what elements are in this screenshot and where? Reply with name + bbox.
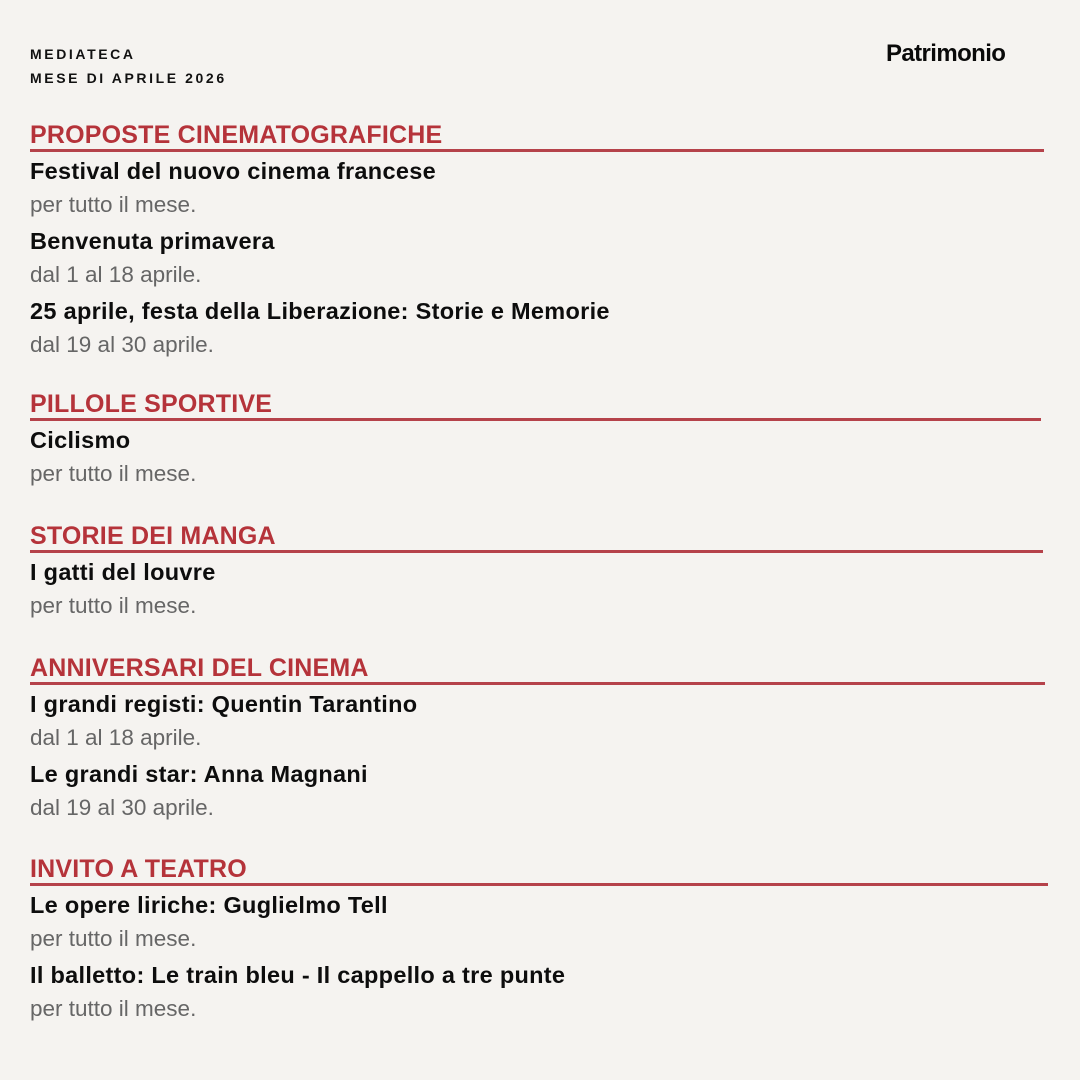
item-date: per tutto il mese. [30,593,197,618]
section-title: INVITO A TEATRO [30,855,1048,886]
item-date: per tutto il mese. [30,461,197,486]
section-storie-dei-manga [30,522,1043,623]
item-title: Le opere liriche: Guglielmo Tell [30,892,388,918]
item-date: dal 19 al 30 aprile. [30,332,214,357]
item-title: I gatti del louvre [30,559,216,585]
item-date: per tutto il mese. [30,192,197,217]
section-invito-a-teatro [30,855,1048,1026]
section-proposte-cinematografiche [30,121,1044,362]
item-date: dal 1 al 18 aprile. [30,725,202,750]
item-title: Le grandi star: Anna Magnani [30,761,368,787]
section-title: PILLOLE SPORTIVE [30,390,1041,421]
item-title: Benvenuta primavera [30,228,275,254]
item-title: I grandi registi: Quentin Tarantino [30,691,418,717]
item-date: dal 19 al 30 aprile. [30,795,214,820]
header-org: MEDIATECA [30,46,136,62]
item-date: dal 1 al 18 aprile. [30,262,202,287]
item-title: Festival del nuovo cinema francese [30,158,436,184]
item-title: 25 aprile, festa della Liberazione: Storie e Memorie [30,298,610,324]
brand-logo: Patrimonio [886,40,1006,67]
section-title: STORIE DEI MANGA [30,522,1043,553]
section-pillole-sportive [30,390,1041,491]
section-title: PROPOSTE CINEMATOGRAFICHE [30,121,1044,152]
item-date: per tutto il mese. [30,926,197,951]
section-title: ANNIVERSARI DEL CINEMA [30,654,1045,685]
item-title: Ciclismo [30,427,131,453]
header-month: MESE DI APRILE 2026 [30,70,227,86]
section-anniversari-del-cinema [30,654,1045,825]
item-date: per tutto il mese. [30,996,197,1021]
header-left [30,42,227,90]
item-title: Il balletto: Le train bleu - Il cappello a tre punte [30,962,566,988]
